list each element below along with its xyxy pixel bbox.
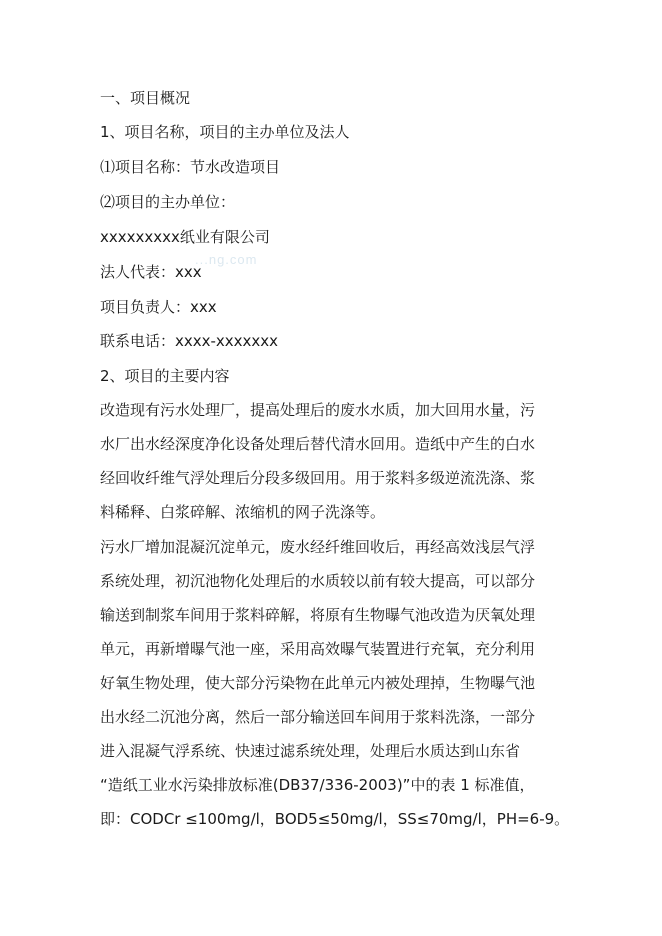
contact-phone: 联系电话：xxxx-xxxxxxx [100,332,279,350]
paragraph-line: 改造现有污水处理厂，提高处理后的废水水质，加大回用水量，污 [100,401,536,419]
paragraph-line: 进入混凝气浮系统、快速过滤系统处理，处理后水质达到山东省 [100,742,521,760]
organizer-label: ⑵项目的主办单位： [100,193,236,211]
paragraph-line: 污水厂增加混凝沉淀单元，废水经纤维回收后，再经高效浅层气浮 [100,538,536,556]
paragraph-line: 出水经二沉池分离，然后一部分输送回车间用于浆料洗涤，一部分 [100,708,536,726]
paragraph-line: 水厂出水经深度净化设备处理后替代清水回用。造纸中产生的白水 [100,435,536,453]
paragraph-line: 经回收纤维气浮处理后分段多级回用。用于浆料多级逆流洗涤、浆 [100,469,536,487]
paragraph-line: 单元，再新增曝气池一座，采用高效曝气装置进行充氧，充分利用 [100,640,536,658]
watermark: ...ng.com [195,252,258,267]
paragraph-line: 输送到制浆车间用于浆料碎解，将原有生物曝气池改造为厌氧处理 [100,606,536,624]
paragraph-line: 系统处理，初沉池物化处理后的水质较以前有较大提高，可以部分 [100,572,536,590]
paragraph-line: 即：CODCr ≤100mg/l，BOD5≤50mg/l，SS≤70mg/l，PH=6-9。 [100,810,570,828]
paragraph-line: 好氧生物处理，使大部分污染物在此单元内被处理掉，生物曝气池 [100,674,536,692]
paragraph-line: 料稀释、白浆碎解、浓缩机的网子洗涤等。 [100,503,386,521]
legal-representative: 法人代表：xxx [100,263,202,281]
project-lead: 项目负责人：xxx [100,298,217,316]
item2-title: 2、项目的主要内容 [100,367,230,385]
item1-title: 1、项目名称，项目的主办单位及法人 [100,123,350,141]
content-paragraph-2 [100,537,570,843]
project-name: ⑴项目名称：节水改造项目 [100,158,281,176]
content-paragraph-1 [100,400,552,536]
section-title: 一、项目概况 [100,89,191,107]
company-name: xxxxxxxxx纸业有限公司 [100,228,270,246]
paragraph-line: “造纸工业水污染排放标准(DB37/336-2003)”中的表 1 标准值， [100,776,535,794]
